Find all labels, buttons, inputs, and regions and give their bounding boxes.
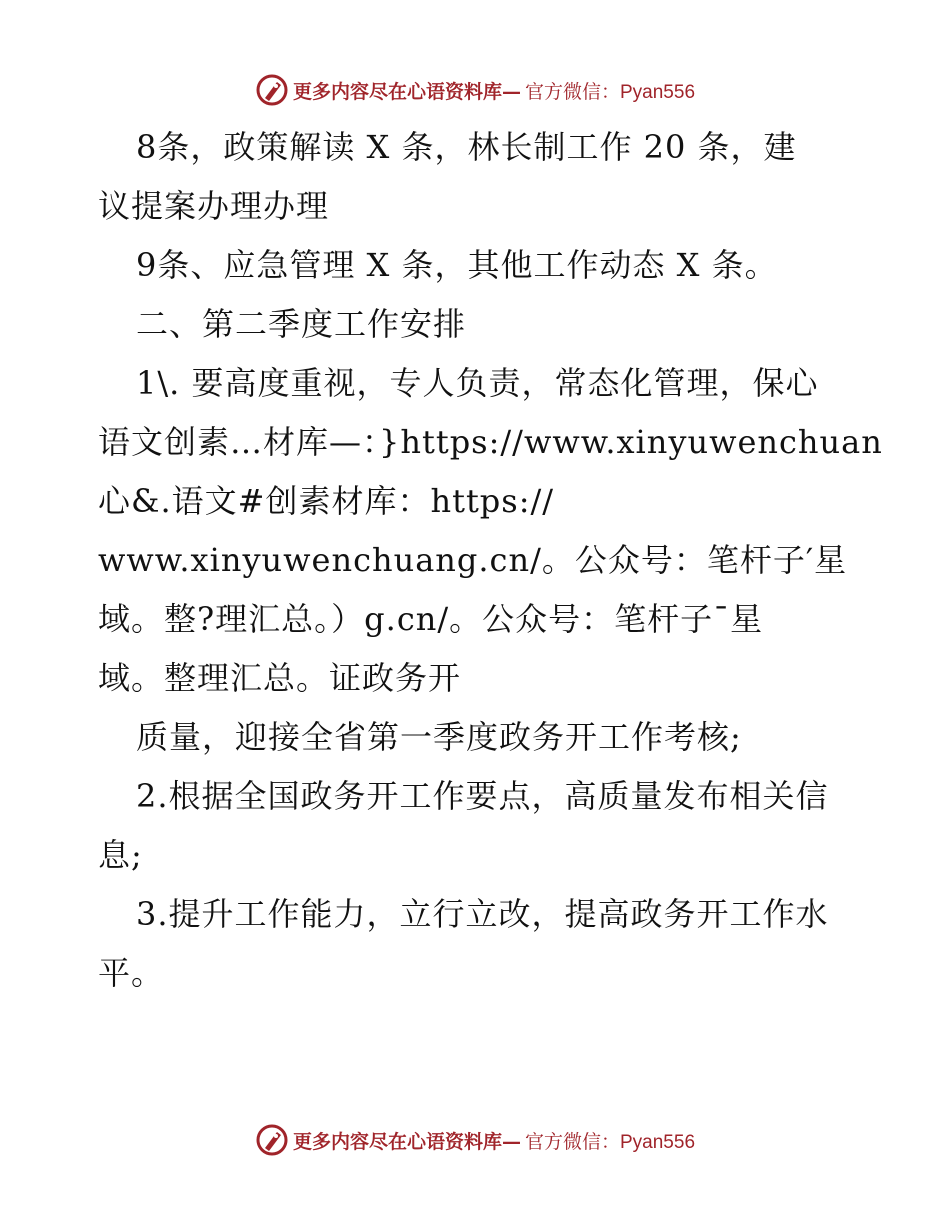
text-line: 3.提升工作能力，立行立改，提高政务开工作水: [136, 895, 829, 933]
text-line: 质量，迎接全省第一季度政务开工作考核;: [136, 718, 742, 756]
pen-nib-logo-icon: [255, 73, 289, 107]
text-line: 心&.语文#创素材库：https://: [98, 482, 555, 520]
text-line: 9条、应急管理 X 条，其他工作动态 X 条。: [136, 246, 778, 284]
banner-text: 更多内容尽在心语资料库—: [292, 1130, 521, 1153]
banner-contact: 官方微信：Pyan556: [525, 81, 696, 103]
pen-nib-logo-icon: [255, 1123, 289, 1157]
text-line: 1\. 要高度重视，专人负责，常态化管理，保心: [136, 364, 819, 402]
text-line: 8条，政策解读 X 条，林长制工作 20 条，建: [136, 128, 797, 166]
text-line: 域。整理汇总。证政务开: [98, 659, 462, 697]
text-line: www.xinyuwenchuang.cn/。公众号：笔杆子′星: [98, 541, 848, 579]
footer-watermark-banner: [0, 1120, 950, 1160]
banner-contact: 官方微信：Pyan556: [525, 1131, 696, 1153]
text-line: 语文创素…材库—：}https://www.xinyuwenchuan: [98, 423, 883, 461]
banner-text: 更多内容尽在心语资料库—: [292, 80, 521, 103]
document-body: [98, 118, 883, 1003]
text-line: 2.根据全国政务开工作要点，高质量发布相关信: [136, 777, 829, 815]
text-line: 平。: [98, 954, 165, 992]
text-line: 息;: [98, 836, 143, 874]
section-heading: 二、第二季度工作安排: [136, 305, 467, 343]
text-line: 议提案办理办理: [98, 187, 330, 225]
text-line: 域。整?理汇总。）g.cn/。公众号：笔杆子¯星: [98, 600, 764, 638]
header-watermark-banner: [0, 70, 950, 110]
